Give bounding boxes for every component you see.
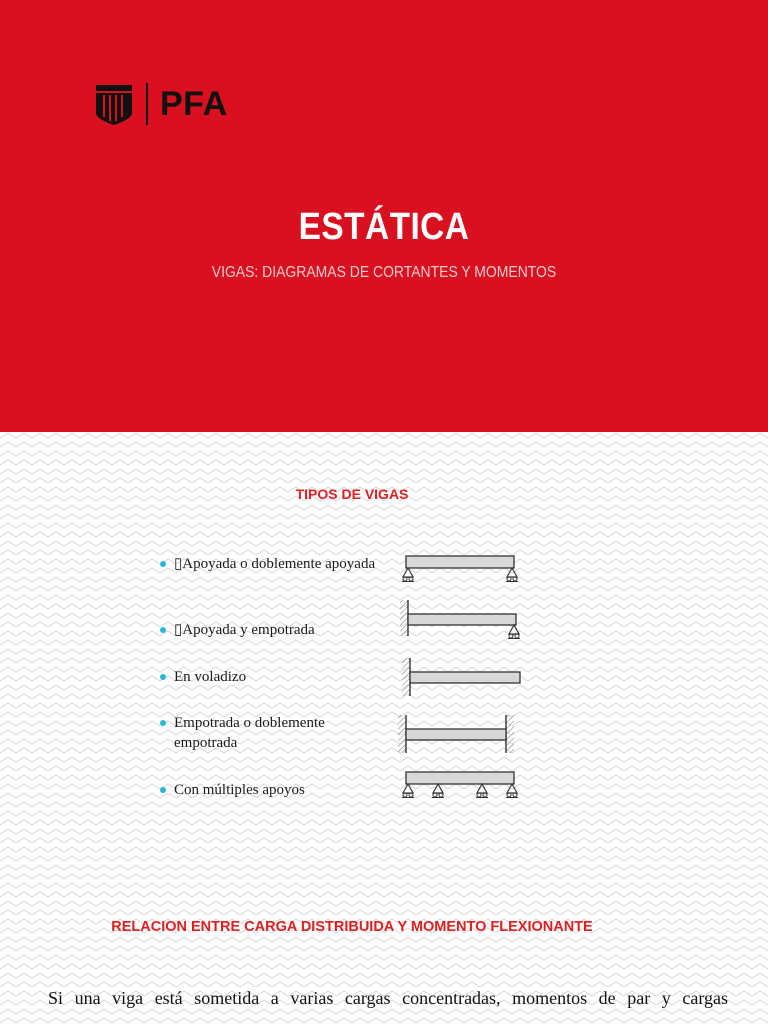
beam-type-label: Con múltiples apoyos	[174, 782, 305, 798]
beam-cantilever	[402, 658, 520, 696]
logo-divider	[146, 83, 148, 125]
beam-type-label: ▯Apoyada y empotrada	[174, 622, 315, 638]
bullet-dot	[160, 720, 166, 726]
beam-multiple-supports	[402, 772, 518, 798]
beam-diagrams	[396, 550, 536, 800]
relacion-title: RELACION ENTRE CARGA DISTRIBUIDA Y MOMENTO FLEXIONANTE	[111, 919, 593, 935]
bullet-dot	[160, 674, 166, 680]
relacion-body: Si una viga está sometida a varias cargas concentradas, momentos de par y cargas	[48, 988, 728, 1008]
beam-type-label: En voladizo	[174, 669, 247, 685]
cover-title: ESTÁTICA	[298, 206, 470, 248]
list-item	[160, 713, 390, 753]
bullet-dot	[160, 561, 166, 567]
beam-type-label: Empotrada o doblemente empotrada	[174, 715, 325, 751]
list-item	[160, 780, 390, 800]
beam-fixed-fixed	[398, 715, 514, 753]
tipos-title: TIPOS DE VIGAS	[295, 486, 409, 502]
bullet-dot	[160, 627, 166, 633]
list-item	[160, 620, 390, 640]
cover-slide	[0, 0, 768, 432]
relacion-slide	[0, 864, 768, 1024]
bullet-dot	[160, 787, 166, 793]
list-item	[160, 667, 390, 687]
list-item	[160, 554, 390, 574]
beam-type-label: ▯Apoyada o doblemente apoyada	[174, 556, 376, 572]
tipos-de-vigas-slide	[0, 432, 768, 864]
upc-shield-icon	[96, 83, 132, 125]
logo	[96, 82, 228, 126]
beam-propped-cantilever	[400, 600, 520, 639]
brand-name: PFA	[160, 85, 228, 123]
cover-subtitle: VIGAS: DIAGRAMAS DE CORTANTES Y MOMENTOS	[211, 264, 557, 281]
beam-simply-supported	[402, 556, 518, 582]
